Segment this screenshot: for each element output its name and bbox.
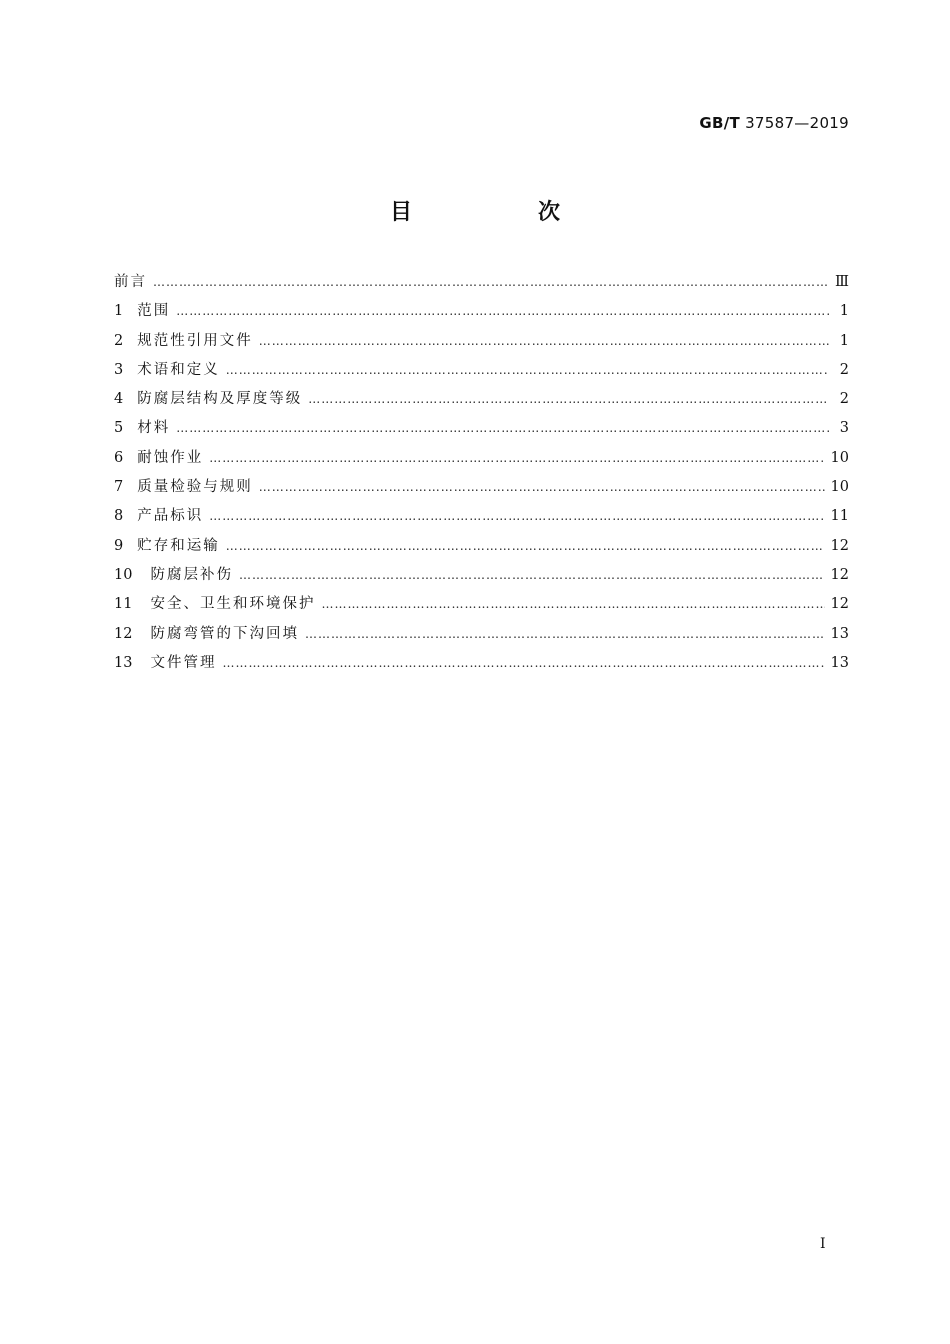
toc-entry-number: 5 xyxy=(114,420,124,437)
toc-entry-number: 4 xyxy=(114,391,124,408)
toc-entry-12[interactable] xyxy=(114,622,849,651)
standard-code: GB/T xyxy=(699,114,741,132)
toc-entry-page: Ⅲ xyxy=(835,274,849,290)
toc-leader-dots xyxy=(226,539,825,553)
toc-leader-dots xyxy=(239,568,825,582)
toc-entry-page: 13 xyxy=(830,654,849,671)
toc-leader-dots xyxy=(209,509,824,523)
toc-entry-number: 2 xyxy=(114,332,124,349)
toc-entry-label: 防腐层补伤 xyxy=(150,566,233,583)
toc-entry-number: 6 xyxy=(114,449,124,466)
toc-entry-number: 8 xyxy=(114,508,124,525)
toc-leader-dots xyxy=(176,304,829,318)
toc-leader-dots xyxy=(226,363,829,377)
toc-entry-9[interactable] xyxy=(114,534,849,563)
toc-leader-dots xyxy=(209,451,824,465)
table-of-contents xyxy=(114,270,849,680)
toc-entry-label: 范围 xyxy=(137,303,171,320)
toc-entry-number: 13 xyxy=(114,654,133,671)
toc-leader-dots xyxy=(176,421,829,435)
toc-entry-page: 2 xyxy=(839,391,849,408)
standard-number xyxy=(699,114,849,132)
toc-entry-page: 10 xyxy=(830,479,849,496)
toc-entry-page: 12 xyxy=(830,596,849,613)
toc-entry-page: 11 xyxy=(830,508,849,525)
toc-entry-1[interactable] xyxy=(114,299,849,328)
toc-entry-label: 前言 xyxy=(114,274,147,290)
toc-leader-dots xyxy=(259,480,825,494)
toc-entry-label: 防腐层结构及厚度等级 xyxy=(137,391,303,408)
toc-entry-label: 贮存和运输 xyxy=(137,537,220,554)
toc-entry-label: 材料 xyxy=(137,420,171,437)
toc-leader-dots xyxy=(305,627,825,641)
toc-entry-page: 2 xyxy=(839,361,849,378)
toc-entry-7[interactable] xyxy=(114,475,849,504)
toc-leader-dots xyxy=(259,334,829,348)
toc-entry-page: 10 xyxy=(830,449,849,466)
toc-entry-label: 安全、卫生和环境保护 xyxy=(150,596,316,613)
toc-entry-label: 规范性引用文件 xyxy=(137,332,253,349)
toc-entry-label: 耐蚀作业 xyxy=(137,449,204,466)
toc-entry-2[interactable] xyxy=(114,329,849,358)
toc-leader-dots xyxy=(321,597,824,611)
toc-entry-page: 1 xyxy=(839,332,849,349)
toc-entry-11[interactable] xyxy=(114,592,849,621)
toc-entry-number: 12 xyxy=(114,625,133,642)
toc-entry-label: 质量检验与规则 xyxy=(137,479,253,496)
page-title: 目 次 xyxy=(389,200,612,225)
toc-entry-label: 术语和定义 xyxy=(137,361,220,378)
toc-entry-label: 产品标识 xyxy=(137,508,204,525)
toc-entry-number: 10 xyxy=(114,566,133,583)
toc-entry-8[interactable] xyxy=(114,504,849,533)
toc-leader-dots xyxy=(222,656,824,670)
page-number: I xyxy=(820,1236,826,1252)
toc-entry-3[interactable] xyxy=(114,358,849,387)
toc-entry-number: 1 xyxy=(114,303,124,320)
toc-entry-5[interactable] xyxy=(114,416,849,445)
toc-entry-10[interactable] xyxy=(114,563,849,592)
toc-entry-13[interactable] xyxy=(114,651,849,680)
toc-entry-6[interactable] xyxy=(114,446,849,475)
toc-entry-page: 12 xyxy=(830,537,849,554)
toc-entry-number: 11 xyxy=(114,596,133,613)
toc-entry-number: 7 xyxy=(114,479,124,496)
toc-leader-dots xyxy=(153,275,829,289)
toc-entry-4[interactable] xyxy=(114,387,849,416)
toc-entry-number: 3 xyxy=(114,361,124,378)
toc-entry-number: 9 xyxy=(114,537,124,554)
toc-leader-dots xyxy=(308,392,829,406)
toc-entry-page: 1 xyxy=(839,303,849,320)
toc-entry-foreword[interactable] xyxy=(114,270,849,299)
toc-entry-page: 13 xyxy=(830,625,849,642)
toc-entry-page: 3 xyxy=(839,420,849,437)
toc-entry-label: 文件管理 xyxy=(150,654,217,671)
toc-entry-page: 12 xyxy=(830,566,849,583)
toc-entry-label: 防腐弯管的下沟回填 xyxy=(150,625,299,642)
standard-id: 37587—2019 xyxy=(745,114,849,132)
